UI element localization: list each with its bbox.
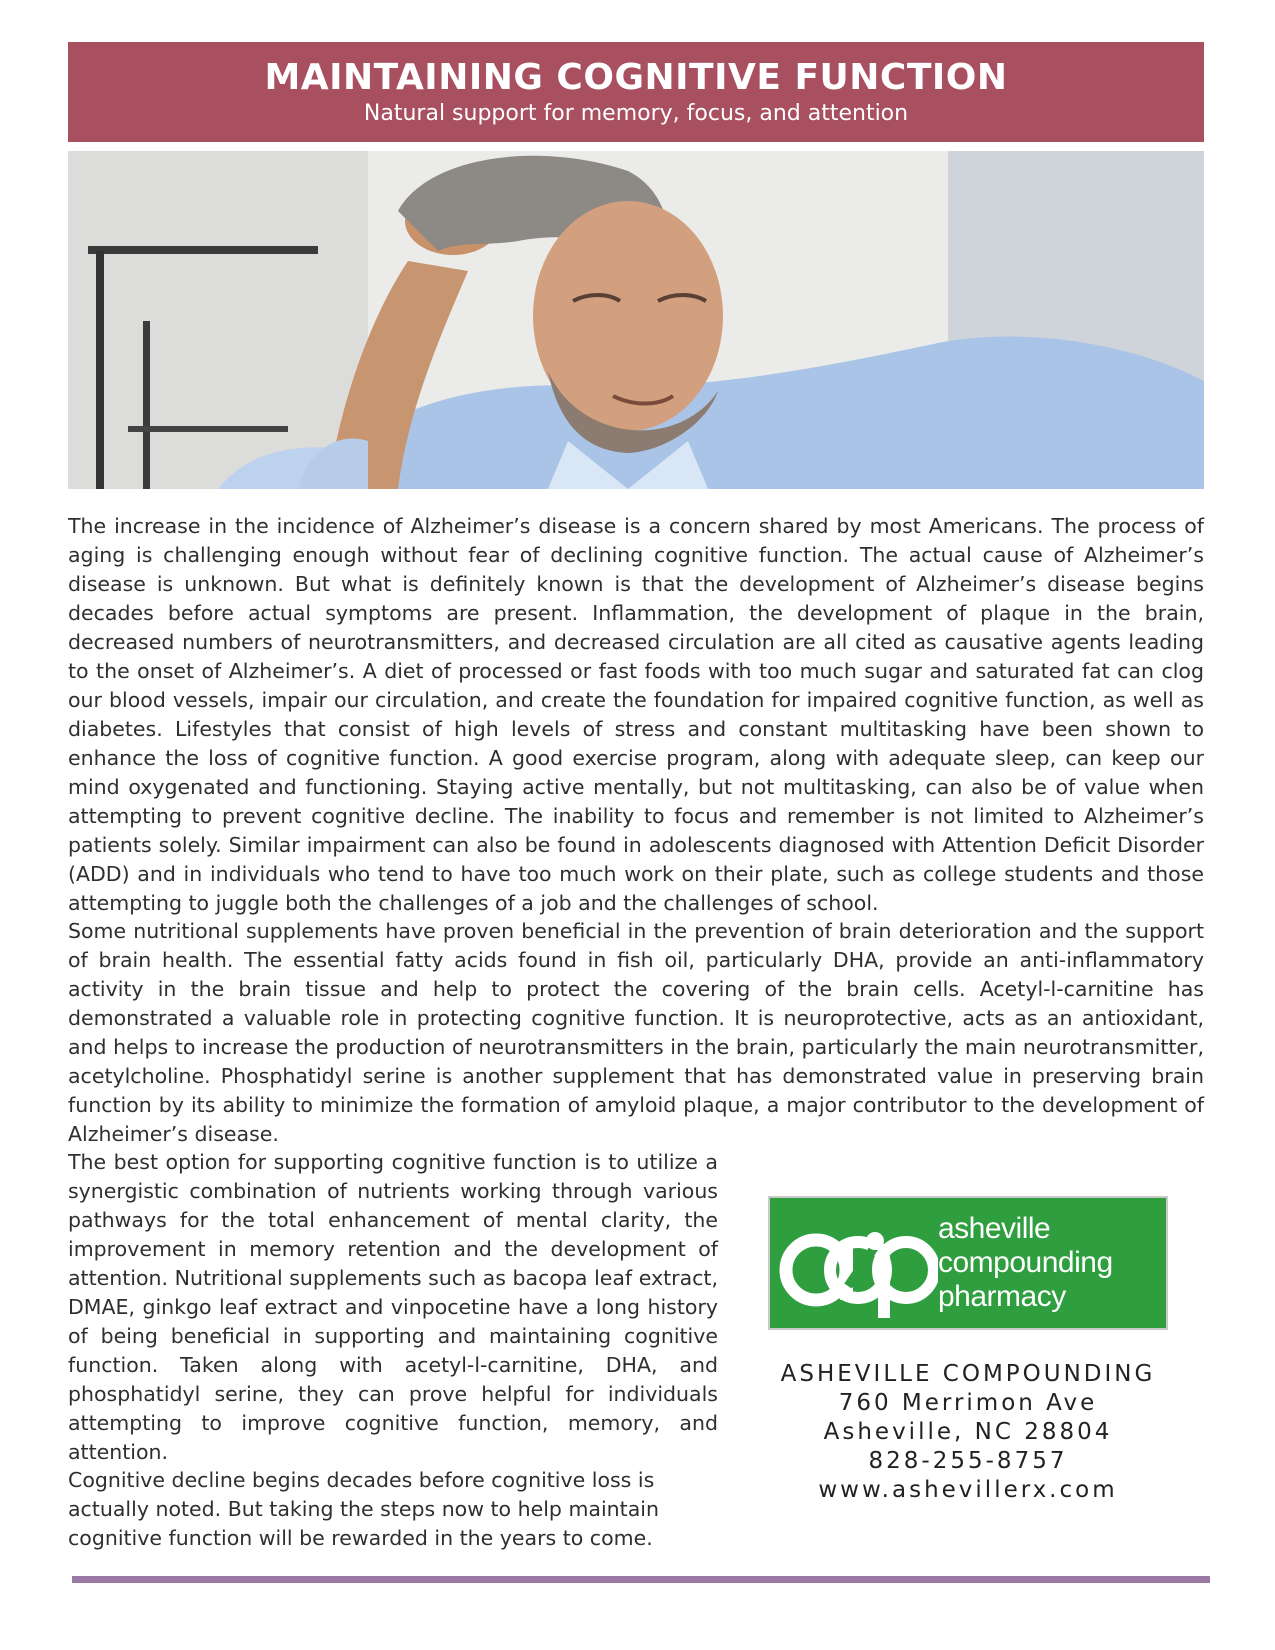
title-banner	[68, 42, 1204, 142]
street-address: 760 Merrimon Ave	[838, 1390, 1098, 1416]
page-title: MAINTAINING COGNITIVE FUNCTION	[264, 57, 1008, 98]
logo-line-1: asheville	[938, 1212, 1051, 1245]
paragraph-supplements: Some nutritional supplements have proven beneficial in the prevention of brain deterioration and the support of brain health. The essential fatty acids found in fish oil, particularly DHA, provide an anti-inflammatory activity in the brain tissue and help to protect the covering of the brain cells. Acetyl-l-carnitine has demonstrated a valuable role in protecting cognitive function. It is neuroprotective, acts as an antioxidant, and helps to increase the production of neurotransmitters in the brain, particularly the main neurotransmitter, acetylcholine. Phosphatidyl serine is another supplement that has demonstrated value in preserving brain function by its ability to minimize the formation of amyloid plaque, a major contributor to the development of Alzheimer’s disease.	[68, 919, 1204, 1146]
man-thinking-illustration	[68, 151, 1204, 489]
pharmacy-logo	[768, 1196, 1168, 1330]
business-name: ASHEVILLE COMPOUNDING	[780, 1361, 1156, 1387]
hero-photo	[68, 151, 1204, 489]
phone-number: 828-255-8757	[868, 1448, 1068, 1474]
paragraph-alzheimers-intro: The increase in the incidence of Alzheimer’s disease is a concern shared by most Americans. The process of aging is challenging enough without fear of declining cognitive function. The actual cause of Alzheimer’s disease is unknown. But what is definitely known is that the development of Alzheimer’s disease begins decades before actual symptoms are present. Inflammation, the development of plaque in the brain, decreased numbers of neurotransmitters, and decreased circulation are all cited as causative agents leading to the onset of Alzheimer’s. A diet of processed or fast foods with too much sugar and saturated fat can clog our blood vessels, impair our circulation, and create the foundation for impaired cognitive function, as well as diabetes. Lifestyles that consist of high levels of stress and constant multitasking have been shown to enhance the loss of cognitive function. A good exercise program, along with adequate sleep, can keep our mind oxygenated and functioning. Staying active mentally, but not multitasking, can also be of value when attempting to prevent cognitive decline. The inability to focus and remember is not limited to Alzheimer’s patients solely. Similar impairment can also be found in adolescents diagnosed with Attention Deficit Disorder (ADD) and in individuals who tend to have too much work on their plate, such as college students and those attempting to juggle both the challenges of a job and the challenges of school.	[68, 514, 1204, 915]
page-subtitle: Natural support for memory, focus, and attention	[363, 101, 909, 126]
paragraph-best-option: The best option for supporting cognitive function is to utilize a synergistic combination of nutrients working through various pathways for the total enhancement of mental clarity, the improvement in memory retention and the development of attention. Nutritional supplements such as bacopa leaf extract, DMAE, ginkgo leaf extract and vinpocetine have a long history of being beneficial in supporting and maintaining cognitive function. Taken along with acetyl-l-carnitine, DHA, and phosphatidyl serine, they can prove helpful for individuals attempting to improve cognitive function, memory, and attention.	[68, 1150, 718, 1464]
acp-logo-mark	[778, 1208, 938, 1320]
contact-block	[740, 1360, 1196, 1505]
city-state-zip: Asheville, NC 28804	[823, 1419, 1113, 1445]
website-link[interactable]: www.ashevillerx.com	[818, 1477, 1118, 1503]
logo-line-3: pharmacy	[938, 1280, 1066, 1313]
logo-wordmark	[938, 1212, 1113, 1314]
logo-line-2: compounding	[938, 1246, 1113, 1279]
paragraph-conclusion: Cognitive decline begins decades before cognitive loss is actually noted. But taking the steps now to help maintain cognitive function will be rewarded in the years to come.	[68, 1468, 659, 1550]
bottom-divider	[72, 1576, 1210, 1583]
